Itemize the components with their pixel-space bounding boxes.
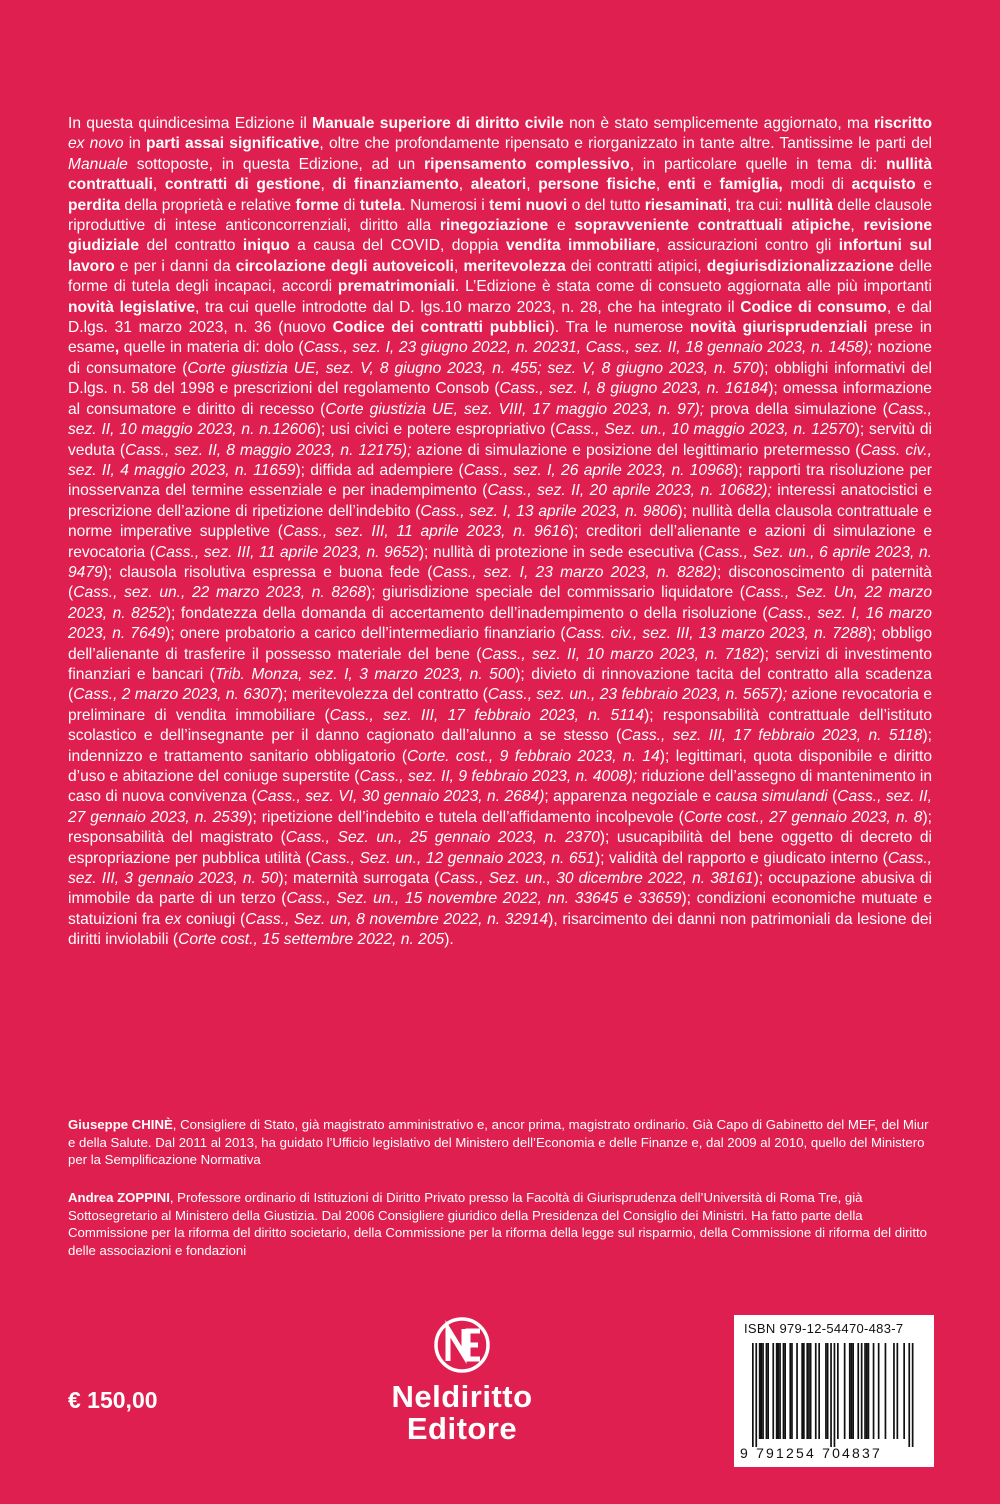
description-segment: novità giurisprudenziali: [689, 319, 868, 337]
description-segment: ); nullità di protezione in sede esecutiva (: [418, 543, 704, 561]
barcode-bar: [810, 1343, 812, 1439]
description-segment: Corte giustizia UE, sez. V, 8 giugno 2023, n. 455; sez. V, 8 giugno 2023, n. 570: [187, 359, 759, 377]
barcode-bar: [762, 1343, 764, 1439]
description-segment: riscritto: [873, 115, 932, 132]
description-segment: ); indennizzo e trattamento sanitario obbligatorio (: [68, 727, 932, 765]
description-segment: Corte. cost., 9 febbraio 2023, n. 14: [407, 747, 660, 765]
description-segment: Cass., sez. III, 11 aprile 2023, n. 9616: [282, 523, 569, 541]
description-segment: ,: [458, 176, 471, 194]
isbn-label: ISBN 979-12-54470-483-7: [744, 1321, 904, 1336]
description-segment: azione di simulazione e posizione del legittimario pretermesso (: [411, 441, 861, 459]
description-segment: della proprietà e relative: [120, 196, 296, 214]
description-segment: . L’Edizione è stata come di consueto aggiornata alle più importanti: [454, 278, 932, 296]
description-segment: meritevolezza: [463, 257, 566, 275]
description-segment: Cass., sez. III, 17 febbraio 2023, n. 5114: [329, 706, 645, 724]
description-segment: ); responsabilità contrattuale dell’istituto scolastico e dell’insegnante per il danno cagionato dall’alunno a se stesso (: [68, 706, 932, 745]
barcode-bar: [893, 1343, 895, 1439]
description-segment: ); responsabilità del magistrato (: [68, 808, 932, 847]
description-segment: ,: [655, 176, 668, 194]
author-name: Giuseppe CHINÈ: [68, 1117, 173, 1132]
description-segment: ,: [454, 257, 464, 275]
description-segment: Cass., sez. I, 16 marzo 2023, n. 7649: [68, 604, 932, 643]
description-segment: ); obblighi informativi del D.lgs. n. 58 del 1998 e prescrizioni del regolamento Consob (: [68, 359, 932, 398]
description-segment: ); validità del rapporto e giudicato interno (: [594, 849, 888, 867]
description-segment: prova della simulazione (: [704, 400, 888, 418]
description-segment: Cass., 2 marzo 2023, n. 6307: [73, 686, 278, 704]
publisher-name-line2: Editore: [406, 1411, 518, 1446]
description-segment: famiglia,: [719, 176, 783, 194]
description-segment: ); omessa informazione al consumatore e diritto di recesso (: [68, 380, 932, 418]
description-segment: rinegoziazione: [439, 217, 549, 235]
description-segment: Cass., sez. III, 3 gennaio 2023, n. 50: [68, 849, 933, 888]
barcode-bar: [864, 1343, 866, 1439]
description-segment: e: [548, 217, 575, 235]
description-segment: (: [827, 788, 838, 806]
description-segment: . Numerosi i: [401, 196, 490, 214]
barcode-bar: [827, 1343, 829, 1439]
description-segment: Manuale: [68, 155, 128, 173]
ne-monogram-icon: [434, 1317, 490, 1373]
description-segment: Cass., sez. III, 17 febbraio 2023, n. 5118: [621, 727, 923, 745]
description-segment: enti: [667, 176, 696, 194]
description-segment: Cass., sez. III, 11 aprile 2023, n. 9652: [155, 543, 419, 561]
barcode-bar: [818, 1343, 820, 1439]
description-segment: Corte giustizia UE, sez. VIII, 17 maggio 2023, n. 97);: [325, 400, 705, 418]
description-segment: Cass., sez. I, 8 giugno 2023, n. 16184: [499, 380, 769, 398]
barcode-bar: [868, 1343, 870, 1439]
barcode-digits: 9 791254 704837: [740, 1445, 882, 1461]
description-segment: delle forme di tutela degli incapaci, accordi: [68, 257, 933, 296]
description-segment: del contratto: [139, 237, 243, 255]
description-segment: e: [695, 176, 720, 194]
description-segment: vendita immobiliare: [506, 237, 656, 255]
price-label: € 150,00: [68, 1387, 158, 1413]
description-segment: sopravveniente contrattuali atipiche: [574, 217, 851, 235]
description-segment: di: [338, 196, 360, 214]
description-segment: Cass., Sez. un., 30 dicembre 2022, n. 38161: [439, 870, 754, 888]
description-segment: Cass., sez. un., 23 febbraio 2023, n. 5657);: [487, 686, 788, 704]
description-segment: persone fisiche: [538, 176, 656, 194]
description-segment: ,: [526, 176, 539, 194]
description-segment: prematrimoniali: [337, 278, 455, 296]
description-segment: Cass. civ., sez. III, 13 marzo 2023, n. 7288: [565, 625, 867, 643]
barcode-bar: [897, 1343, 899, 1439]
description-segment: In questa quindicesima Edizione il: [68, 115, 313, 132]
description-segment: ); clausola risolutiva espressa e buona fede (: [102, 563, 433, 581]
barcode-bar: [791, 1343, 793, 1439]
description-segment: in: [123, 135, 147, 153]
description-segment: ,: [320, 176, 333, 194]
description-segment: ); obbligo dell’alienante di trasferire il possesso materiale del bene (: [68, 625, 932, 663]
description-segment: Cass., Sez. un., 25 gennaio 2023, n. 2370: [285, 829, 600, 847]
description-segment: ); nullità della clausola contrattuale e norme imperative suppletive (: [68, 502, 932, 541]
description-segment: parti assai significative: [146, 135, 320, 153]
description-segment: Cass., sez. II, 9 febbraio 2023, n. 4008);: [359, 768, 638, 785]
author-bio-text: , Professore ordinario di Istituzioni di Diritto Privato presso la Facoltà di Giurisprudenza dell’Università di Roma Tre, già Sottosegretario al Ministero della Giustizia. Dal 2006 Consigliere giuridico della Presidenza del Consiglio dei Ministri. Ha fatto parte della Commissione per la riforma del diritto societario, della Commissione per la riforma della legge sul risparmio, della Commissione di riforma del diritto delle associazioni e fondazioni: [68, 1190, 927, 1258]
description-segment: ); usi civici e potere espropriativo (: [315, 421, 556, 439]
barcode-bar: [844, 1343, 846, 1439]
description-segment: infortuni sul lavoro: [68, 237, 932, 275]
description-segment: ); occupazione abusiva di immobile da parte di un terzo (: [68, 870, 932, 908]
barcode: [744, 1343, 924, 1447]
description-segment: ), risarcimento dei danni non patrimoniali da lesione dei diritti inviolabili (: [68, 910, 932, 949]
description-segment: ); servitù di veduta (: [68, 421, 932, 459]
description-segment: quelle in materia di: dolo (: [119, 339, 304, 357]
barcode-bar: [866, 1343, 868, 1439]
barcode-bar: [861, 1343, 863, 1439]
description-segment: e: [915, 176, 932, 194]
description-segment: contratti di gestione: [164, 176, 321, 194]
barcode-bar: [772, 1343, 774, 1439]
description-segment: Cass., sez. II, 8 maggio 2023, n. 12175);: [125, 441, 412, 459]
barcode-bar: [852, 1343, 854, 1439]
description-segment: non è stato semplicemente aggiornato, ma: [563, 115, 874, 132]
barcode-bar: [815, 1343, 817, 1439]
description-segment: ); ripetizione dell’indebito e tutela dell’affidamento incolpevole (: [247, 808, 684, 826]
description-segment: azione revocatoria e preliminare di vendita immobiliare (: [68, 686, 933, 724]
description-segment: aleatori: [470, 176, 527, 194]
barcode-bar: [767, 1343, 769, 1439]
description-segment: ); giurisdizione speciale del commissario liquidatore (: [366, 584, 745, 602]
description-segment: Cass., sez. I, 23 marzo 2023, n. 8282): [432, 563, 717, 581]
description-segment: Corte cost., 15 settembre 2022, n. 205: [178, 931, 445, 949]
barcode-bar: [784, 1343, 786, 1439]
description-segment: Cass., sez. VI, 30 gennaio 2023, n. 2684): [256, 788, 545, 806]
description-segment: circolazione degli autoveicoli: [235, 257, 455, 275]
barcode-bar: [873, 1343, 875, 1439]
barcode-bar: [761, 1343, 763, 1439]
barcode-bar: [803, 1343, 805, 1439]
description-segment: nullità: [787, 196, 834, 214]
back-cover-description: [68, 114, 932, 951]
author-bio-zoppini: [68, 1189, 932, 1259]
description-segment: degiurisdizionalizzazione: [706, 257, 894, 275]
description-segment: revisione giudiziale: [68, 217, 933, 255]
barcode-bar: [778, 1343, 780, 1439]
description-segment: ); condizioni economiche mutuate e statuizioni fra: [68, 890, 932, 928]
barcode-bar: [830, 1343, 832, 1447]
description-segment: ); maternità surrogata (: [278, 870, 440, 888]
barcode-bar: [851, 1343, 853, 1439]
description-segment: ).: [444, 931, 454, 949]
description-segment: ripensamento complessivo: [424, 155, 630, 173]
barcode-bar: [912, 1343, 914, 1447]
description-segment: o del tutto: [567, 196, 645, 214]
barcode-bar: [779, 1343, 781, 1439]
barcode-bar: [752, 1343, 754, 1447]
barcode-bar: [806, 1343, 808, 1439]
description-segment: Codice dei contratti pubblici: [332, 319, 550, 337]
description-segment: forme: [295, 196, 339, 214]
description-segment: Cass., sez. I, 23 giugno 2022, n. 20231, Cass., sez. II, 18 gennaio 2023, n. 1458);: [303, 339, 873, 357]
description-segment: Cass., Sez. un, 8 novembre 2022, n. 32914: [245, 910, 549, 928]
description-segment: coniugi (: [181, 910, 246, 928]
description-segment: e per i danni da: [114, 257, 236, 275]
description-segment: ,: [114, 339, 120, 357]
description-segment: iniquo: [242, 237, 290, 255]
author-bio-chine: [68, 1116, 932, 1169]
description-segment: modi di: [782, 176, 852, 194]
description-segment: temi nuovi: [489, 196, 568, 214]
description-segment: ; disconoscimento di paternità (: [68, 563, 932, 602]
description-segment: Corte cost., 27 gennaio 2023, n. 8: [683, 808, 923, 826]
description-segment: Cass., Sez. un., 6 aprile 2023, n. 9479: [68, 543, 932, 581]
description-segment: Cass., sez. II, 27 gennaio 2023, n. 2539: [68, 788, 932, 826]
description-segment: Cass., sez. I, 26 aprile 2023, n. 10968: [463, 461, 734, 479]
description-segment: a causa del COVID, doppia: [289, 237, 507, 255]
description-segment: Cass., sez. un., 22 marzo 2023, n. 8268: [73, 584, 367, 602]
description-segment: ,: [850, 217, 864, 235]
description-segment: ); fondatezza della domanda di accertamento dell’inadempimento o della risoluzione (: [165, 604, 768, 622]
barcode-bar: [796, 1343, 798, 1439]
description-segment: ); diffida ad adempiere (: [295, 461, 464, 479]
description-segment: riduzione dell’assegno di mantenimento in caso di nuova convivenza (: [68, 768, 933, 806]
description-segment: perdita: [68, 196, 120, 214]
description-segment: Cass., sez. I, 13 aprile 2023, n. 9806: [420, 502, 678, 520]
barcode-bar: [878, 1343, 880, 1439]
barcode-bar: [885, 1343, 887, 1439]
description-segment: ex novo: [68, 135, 124, 153]
description-segment: Manuale superiore di diritto civile: [312, 115, 564, 132]
description-segment: di finanziamento: [332, 176, 459, 194]
description-segment: ); creditori dell’alienante e azioni di simulazione e revocatoria (: [68, 523, 933, 561]
description-segment: , tra cui:: [727, 196, 788, 214]
barcode-bar: [908, 1343, 910, 1447]
description-segment: Cass., sez. II, 10 maggio 2023, n. n.12606: [68, 400, 932, 439]
description-segment: Cass. civ., sez. II, 4 maggio 2023, n. 11659: [68, 441, 932, 479]
description-segment: ); usucapibilità del bene oggetto di decreto di espropriazione per pubblica utilità (: [68, 829, 933, 867]
barcode-bar: [783, 1343, 785, 1439]
barcode-bar: [857, 1343, 859, 1439]
barcode-bar: [808, 1343, 810, 1439]
description-segment: interessi anatocistici e prescrizione dell’azione di ripetizione dell’indebito (: [68, 482, 933, 520]
description-segment: Cass., Sez. Un, 22 marzo 2023, n. 8252: [68, 584, 932, 622]
barcode-bar: [849, 1343, 851, 1439]
description-segment: , assicurazioni contro gli: [655, 237, 839, 255]
description-segment: Cass., Sez. un., 15 novembre 2022, nn. 33645 e 33659: [286, 890, 682, 908]
barcode-bar: [789, 1343, 791, 1439]
barcode-bar: [759, 1343, 761, 1439]
description-segment: sottoposte, in questa Edizione, ad un: [127, 155, 425, 173]
description-segment: ); servizi di investimento finanziari e bancari (: [68, 645, 932, 683]
description-segment: ); rapporti tra risoluzione per inosservanza del termine essenziale e per inadempimento (: [68, 461, 932, 500]
description-segment: , e dal D.lgs. 31 marzo 2023, n. 36 (nuovo: [68, 298, 933, 337]
description-segment: Cass., sez. II, 20 aprile 2023, n. 10682);: [487, 482, 772, 500]
barcode-bar: [801, 1343, 803, 1439]
barcode-bar: [834, 1343, 836, 1447]
description-segment: tutela: [359, 196, 402, 214]
description-segment: ,: [152, 176, 165, 194]
description-segment: nullità contrattuali: [68, 155, 932, 194]
publisher-logo: [352, 1317, 572, 1447]
author-name: Andrea ZOPPINI: [68, 1190, 170, 1205]
description-segment: ); onere probatorio a carico dell’intermediario finanziario (: [165, 625, 566, 643]
description-segment: causa simulandi: [715, 788, 828, 806]
description-segment: ); meritevolezza del contratto (: [277, 686, 488, 704]
description-segment: delle clausole riproduttive di intese anticoncorrenziali, diritto alla: [68, 196, 932, 235]
description-segment: Cass., Sez. un., 10 maggio 2023, n. 12570: [555, 421, 855, 439]
description-segment: acquisto: [851, 176, 916, 194]
description-segment: ex: [164, 910, 182, 928]
publisher-name-line1: Neldiritto: [391, 1379, 533, 1414]
description-segment: , in particolare quelle in tema di:: [629, 155, 887, 173]
barcode-bar: [776, 1343, 778, 1439]
description-segment: dei contratti atipici,: [565, 257, 707, 275]
description-segment: , oltre che profondamente ripensato e riorganizzato in tante altre. Tantissime le parti del: [319, 135, 932, 153]
description-segment: Codice di consumo: [740, 298, 887, 316]
description-segment: Cass., Sez. un., 12 gennaio 2023, n. 651: [310, 849, 595, 867]
barcode-bar: [825, 1343, 827, 1439]
description-segment: prese in esame: [68, 319, 932, 357]
barcode-bar: [903, 1343, 905, 1439]
description-segment: , tra cui quelle introdotte dal D. lgs.10 marzo 2023, n. 28, che ha integrato il: [195, 298, 741, 316]
description-segment: riesaminati: [644, 196, 728, 214]
isbn-barcode-box: [734, 1315, 934, 1467]
description-segment: novità legislative: [68, 298, 196, 316]
barcode-bar: [837, 1343, 839, 1439]
description-segment: ); divieto di rinnovazione tacita del contratto alla scadenza (: [68, 665, 932, 704]
description-segment: nozione di consumatore (: [68, 339, 932, 377]
barcode-bar: [755, 1343, 757, 1447]
barcode-bar: [766, 1343, 768, 1439]
description-segment: Cass., sez. II, 10 marzo 2023, n. 7182: [481, 645, 760, 663]
description-segment: ); legittimari, quota disponibile e diritto d’uso e abitazione del coniuge superstite (: [68, 747, 933, 785]
author-bio-text: , Consigliere di Stato, già magistrato amministrativo e, ancor prima, magistrato ordinario. Già Capo di Gabinetto del MEF, del Miur e della Salute. Dal 2011 al 2013, ha guidato l’Ufficio legislativo del Ministero dell’Economia e delle Finanze e, dal 2009 al 2010, quello del Ministero per la Semplificazione Normativa: [68, 1117, 929, 1168]
description-segment: ; apparenza negoziale e: [544, 788, 716, 806]
description-segment: ). Tra le numerose: [549, 319, 690, 337]
description-segment: Trib. Monza, sez. I, 3 marzo 2023, n. 500: [214, 665, 516, 683]
